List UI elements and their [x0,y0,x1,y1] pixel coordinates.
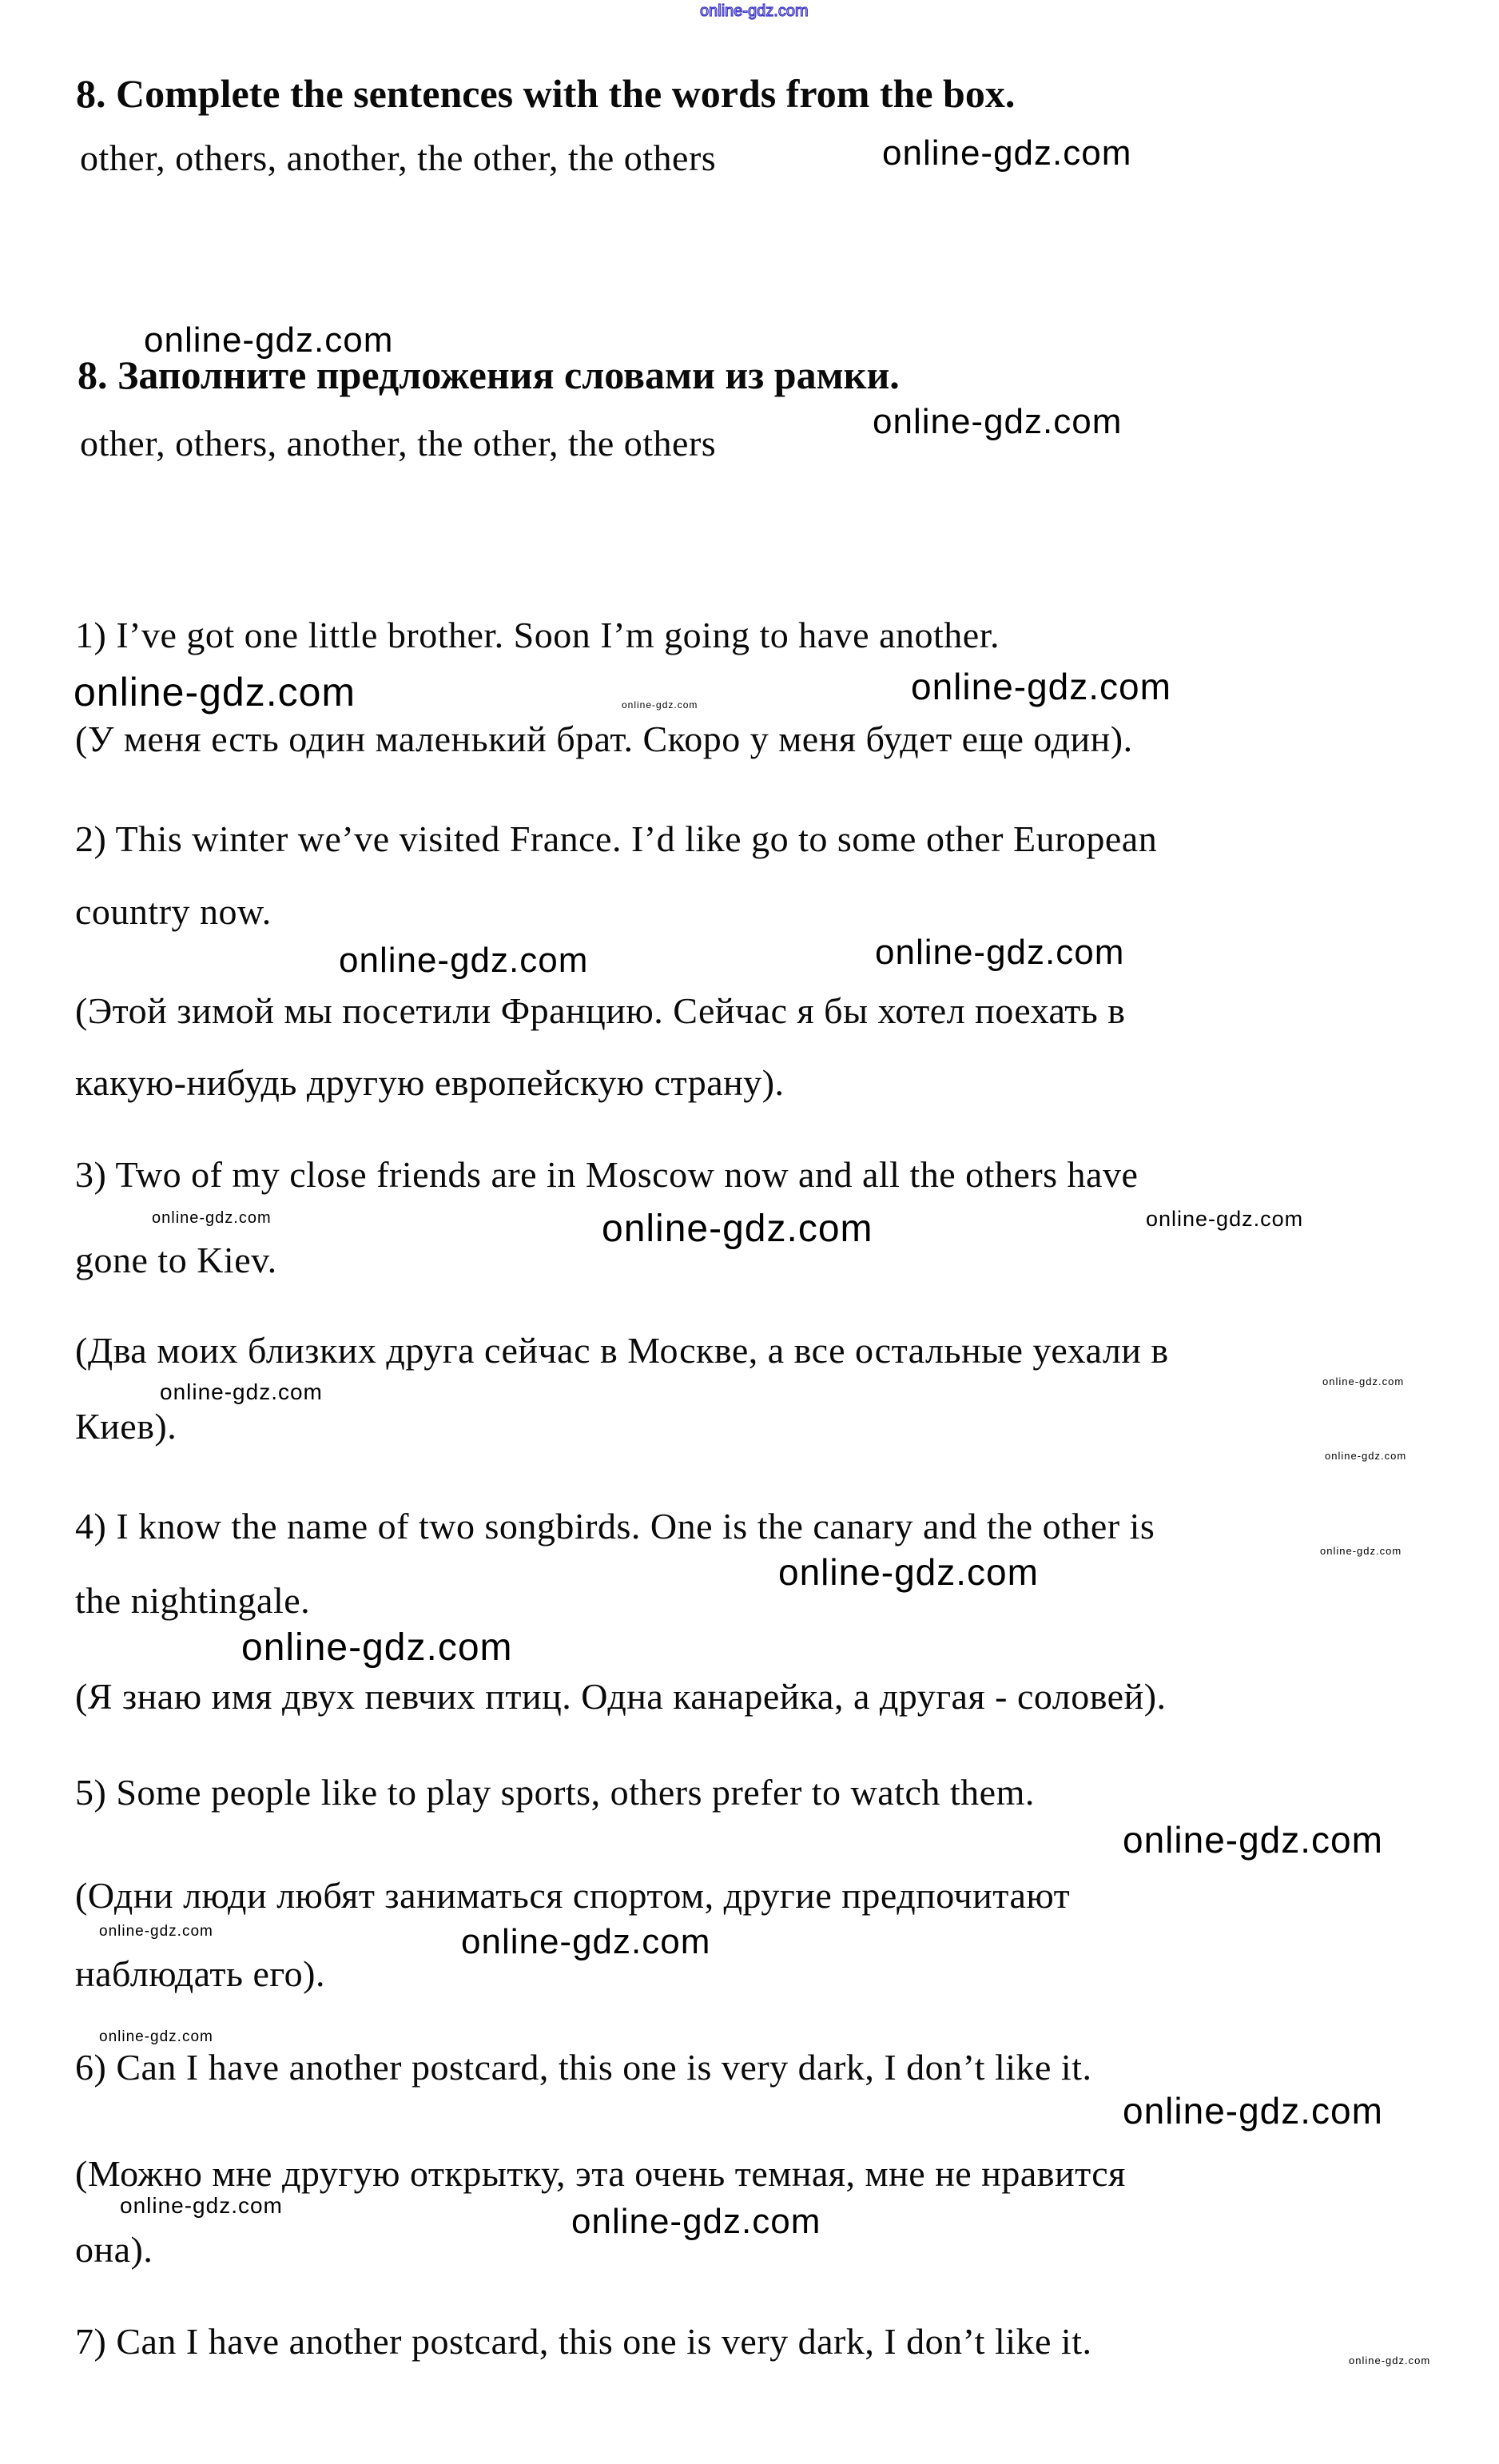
watermark-online-gdz: online-gdz.com [1325,1450,1407,1462]
exercise-title-ru: 8. Заполните предложения словами из рамки. [78,352,900,397]
watermark-online-gdz: online-gdz.com [1349,2355,1431,2366]
watermark-online-gdz: online-gdz.com [1322,1375,1405,1387]
sentence-3-en-line-2: gone to Kiev. [75,1240,277,1280]
sentence-3-en-line-1: 3) Two of my close friends are in Moscow now and all the others have [75,1154,1139,1195]
sentence-5-en: 5) Some people like to play sports, others prefer to watch them. [75,1772,1035,1813]
watermark-online-gdz: online-gdz.com [99,2028,213,2045]
sentence-3-ru-line-2: Киев). [75,1406,177,1447]
sentence-3-ru-line-1: (Два моих близких друга сейчас в Москве, а все остальные уехали в [75,1330,1169,1371]
sentence-1-ru: (У меня есть один маленький брат. Скоро у меня будет еще один). [75,719,1133,759]
watermark-online-gdz: online-gdz.com [74,670,356,715]
watermark-online-gdz: online-gdz.com [622,699,698,711]
watermark-online-gdz: online-gdz.com [882,133,1132,173]
watermark-online-gdz: online-gdz.com [120,2193,283,2218]
sentence-5-ru-line-2: наблюдать его). [75,1953,325,1994]
watermark-online-gdz: online-gdz.com [1320,1545,1402,1557]
sentence-6-en: 6) Can I have another postcard, this one is very dark, I don’t like it. [75,2047,1092,2088]
watermark-online-gdz: online-gdz.com [144,320,394,360]
word-box-en: other, others, another, the other, the others [80,137,717,178]
watermark-online-gdz: online-gdz.com [99,1923,213,1940]
watermark-online-gdz: online-gdz.com [911,666,1171,707]
watermark-online-gdz: online-gdz.com [1123,2090,1383,2132]
sentence-2-en-line-2: country now. [75,891,272,932]
exercise-title-en: 8. Complete the sentences with the words from the box. [76,71,1016,116]
watermark-online-gdz: online-gdz.com [1146,1207,1304,1231]
sentence-2-en-line-1: 2) This winter we’ve visited France. I’d like go to some other European [75,818,1158,859]
watermark-online-gdz-top: online-gdz.com [700,2,809,20]
watermark-online-gdz: online-gdz.com [461,1922,711,1961]
watermark-online-gdz: online-gdz.com [875,933,1125,972]
sentence-6-ru-line-2: она). [75,2229,153,2270]
sentence-4-en-line-2: the nightingale. [75,1580,311,1621]
sentence-4-ru: (Я знаю имя двух певчих птиц. Одна канарейка, а другая - соловей). [75,1676,1167,1717]
watermark-online-gdz: online-gdz.com [602,1208,873,1250]
sentence-2-ru-line-2: какую-нибудь другую европейскую страну). [75,1062,785,1103]
watermark-online-gdz: online-gdz.com [152,1209,272,1227]
watermark-online-gdz: online-gdz.com [571,2202,821,2241]
watermark-online-gdz: online-gdz.com [241,1626,513,1669]
sentence-1-en: 1) I’ve got one little brother. Soon I’m going to have another. [75,615,1000,655]
sentence-5-ru-line-1: (Одни люди любят заниматься спортом, другие предпочитают [75,1875,1071,1916]
watermark-online-gdz: online-gdz.com [1123,1819,1383,1861]
word-box-ru: other, others, another, the other, the others [80,423,717,464]
sentence-2-ru-line-1: (Этой зимой мы посетили Францию. Сейчас я бы хотел поехать в [75,990,1126,1031]
sentence-7-en: 7) Can I have another postcard, this one is very dark, I don’t like it. [75,2321,1092,2362]
sentence-6-ru-line-1: (Можно мне другую открытку, эта очень темная, мне не нравится [75,2153,1126,2194]
watermark-online-gdz: online-gdz.com [339,941,589,980]
watermark-online-gdz: online-gdz.com [778,1551,1039,1593]
sentence-4-en-line-1: 4) I know the name of two songbirds. One is the canary and the other is [75,1506,1155,1546]
watermark-online-gdz: online-gdz.com [160,1379,323,1404]
watermark-online-gdz: online-gdz.com [873,402,1123,441]
